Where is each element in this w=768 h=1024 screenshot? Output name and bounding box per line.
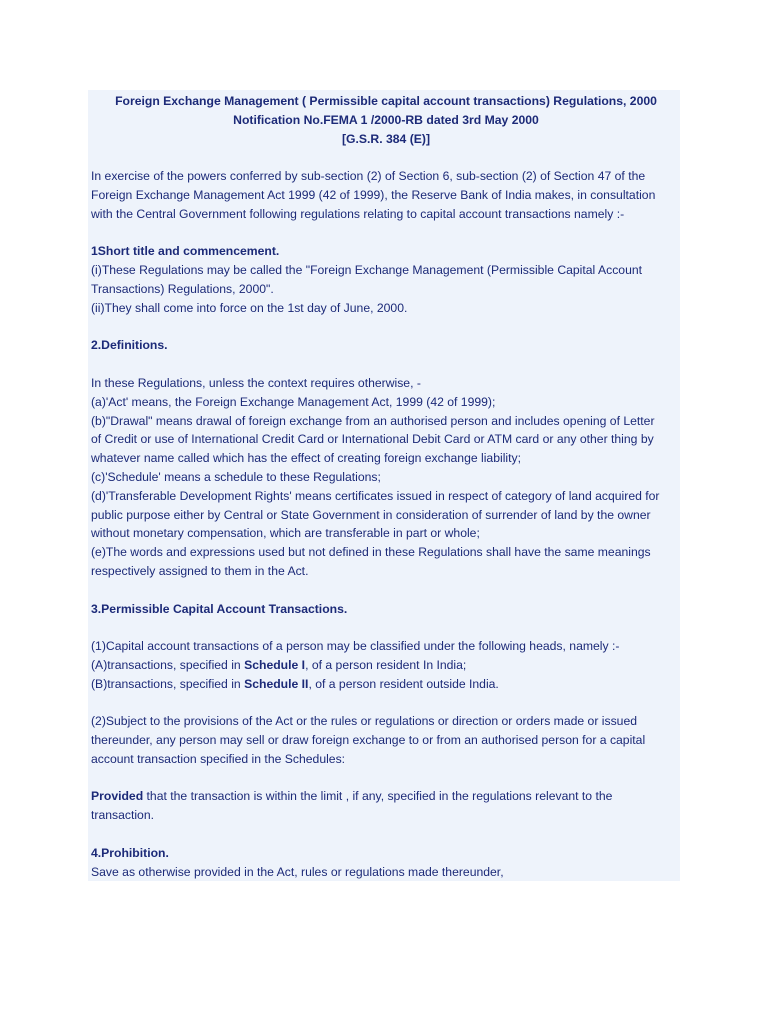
section-3-heading: 3.Permissible Capital Account Transactions.: [91, 601, 348, 616]
definition-line: (e)The words and expressions used but not defined in these Regulations shall have the same meanings: [91, 545, 651, 560]
preamble-line: Foreign Exchange Management Act 1999 (42 of 1999), the Reserve Bank of India makes, in consultation: [91, 187, 656, 202]
proviso: Provided that the transaction is within the limit , if any, specified in the regulations relevant to the: [91, 789, 613, 804]
document-title: Foreign Exchange Management ( Permissible capital account transactions) Regulations, 2000: [115, 94, 657, 108]
definition-line: (c)'Schedule' means a schedule to these Regulations;: [91, 469, 381, 484]
section-3-para-1: (1)Capital account transactions of a person may be classified under the following heads, namely :-: [91, 639, 620, 654]
section-1-heading: 1Short title and commencement.: [91, 244, 280, 259]
proviso-keyword: Provided: [91, 789, 144, 804]
section-1-line: Transactions) Regulations, 2000".: [91, 281, 274, 296]
section-3-para-2: (2)Subject to the provisions of the Act or the rules or regulations or direction or orders made or issued: [91, 714, 638, 729]
section-2-heading: 2.Definitions.: [91, 338, 168, 353]
notification-number: Notification No.FEMA 1 /2000-RB dated 3rd May 2000: [233, 112, 539, 127]
section-1-line: (ii)They shall come into force on the 1st day of June, 2000.: [91, 300, 408, 315]
section-3-item-a: (A)transactions, specified in Schedule I, of a person resident In India;: [91, 657, 467, 672]
definition-line: without monetary compensation, which are transferable in part or whole;: [91, 526, 480, 541]
document-body: [91, 92, 681, 881]
definition-line: (a)'Act' means, the Foreign Exchange Management Act, 1999 (42 of 1999);: [91, 394, 496, 409]
preamble-line: In exercise of the powers conferred by sub-section (2) of Section 6, sub-section (2) of Section 47 of the: [91, 169, 646, 184]
definitions-intro: In these Regulations, unless the context requires otherwise, -: [91, 375, 421, 390]
definition-line: public purpose either by Central or State Government in consideration of surrender of land by the owner: [91, 507, 651, 522]
section-1-line: (i)These Regulations may be called the "Foreign Exchange Management (Permissible Capital Account: [91, 263, 643, 278]
definition-line: of Credit or use of International Credit Card or International Debit Card or ATM card or any other thing by: [91, 432, 654, 447]
section-3-item-b: (B)transactions, specified in Schedule II, of a person resident outside India.: [91, 676, 499, 691]
definition-line: (b)"Drawal" means drawal of foreign exchange from an authorised person and includes opening of Letter: [91, 413, 655, 428]
schedule-ii-ref: Schedule II: [244, 676, 309, 691]
section-3-para-2: thereunder, any person may sell or draw foreign exchange to or from an authorised person for a capital: [91, 733, 646, 748]
definition-line: (d)'Transferable Development Rights' means certificates issued in respect of category of land acquired for: [91, 488, 660, 503]
preamble-line: with the Central Government following regulations relating to capital account transactions namely :-: [91, 206, 625, 221]
definition-line: whatever name called which has the effect of creating foreign exchange liability;: [91, 451, 521, 466]
section-4-heading: 4.Prohibition.: [91, 845, 169, 860]
proviso-line: transaction.: [91, 808, 155, 823]
schedule-i-ref: Schedule I: [244, 657, 306, 672]
gsr-reference: [G.S.R. 384 (E)]: [341, 131, 431, 146]
section-3-para-2: account transaction specified in the Schedules:: [91, 751, 346, 766]
definition-line: respectively assigned to them in the Act.: [91, 563, 309, 578]
section-4-line: Save as otherwise provided in the Act, rules or regulations made thereunder,: [91, 864, 504, 879]
